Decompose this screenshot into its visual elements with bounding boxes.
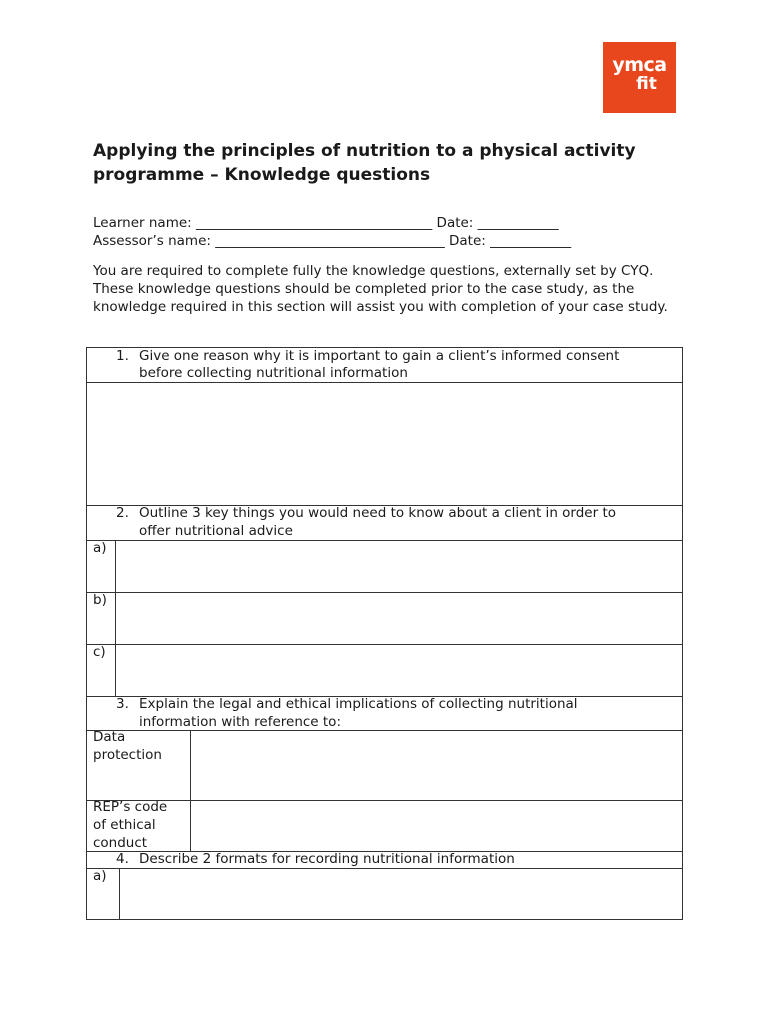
logo-text-fit: fit [636, 74, 657, 94]
page-title: Applying the principles of nutrition to a physical activity programme – Knowledge questions [93, 141, 636, 185]
question-3-text-line2: information with reference to: [139, 714, 341, 730]
assessor-name-field[interactable]: Assessor’s name: __________________________________ Date: ____________ [93, 233, 572, 249]
question-3-row-reps-code-answer[interactable] [190, 800, 683, 852]
question-3-row-data-protection-answer[interactable] [190, 730, 683, 801]
question-4-number: 4. [116, 851, 129, 867]
question-2-item-c-label: c) [93, 644, 106, 660]
question-3-row-1-label-line2: protection [93, 747, 162, 763]
question-1-text-line1: Give one reason why it is important to gain a client’s informed consent [139, 348, 620, 364]
question-2-item-a-answer[interactable] [115, 540, 683, 593]
question-3-row-2-label-line3: conduct [93, 835, 148, 851]
question-4-item-a-answer[interactable] [119, 868, 683, 920]
question-2-number: 2. [116, 505, 129, 521]
question-3-number: 3. [116, 696, 129, 712]
question-2-item-c-answer[interactable] [115, 644, 683, 697]
question-2-text-line1: Outline 3 key things you would need to know about a client in order to [139, 505, 617, 521]
question-3-row-1-label-line1: Data [93, 729, 126, 745]
logo-text-ymca: ymca [612, 54, 667, 76]
learner-fields [93, 214, 571, 250]
learner-name-field[interactable]: Learner name: ___________________________________ Date: ____________ [93, 215, 559, 231]
question-3-row-2-label-line1: REP’s code [93, 799, 168, 815]
intro-paragraph: You are required to complete fully the knowledge questions, externally set by CYQ. These knowledge questions should be completed prior to the case study, as the knowledge required in this section will assist you with completion of your case study. [93, 263, 668, 315]
question-2-item-b-label: b) [93, 592, 107, 608]
question-1-number: 1. [116, 348, 129, 364]
question-3-row-2-label-line2: of ethical [93, 817, 156, 833]
question-2-text-line2: offer nutritional advice [139, 523, 293, 539]
question-4-text-line1: Describe 2 formats for recording nutritional information [139, 851, 515, 867]
question-3-text-line1: Explain the legal and ethical implications of collecting nutritional [139, 696, 578, 712]
question-4-item-a-label: a) [93, 868, 107, 884]
question-2-item-a-label: a) [93, 540, 107, 556]
ymca-fit-logo [603, 42, 676, 113]
question-2-item-b-answer[interactable] [115, 592, 683, 645]
question-1-text-line2: before collecting nutritional information [139, 365, 408, 381]
question-1-answer-box[interactable] [86, 382, 683, 506]
